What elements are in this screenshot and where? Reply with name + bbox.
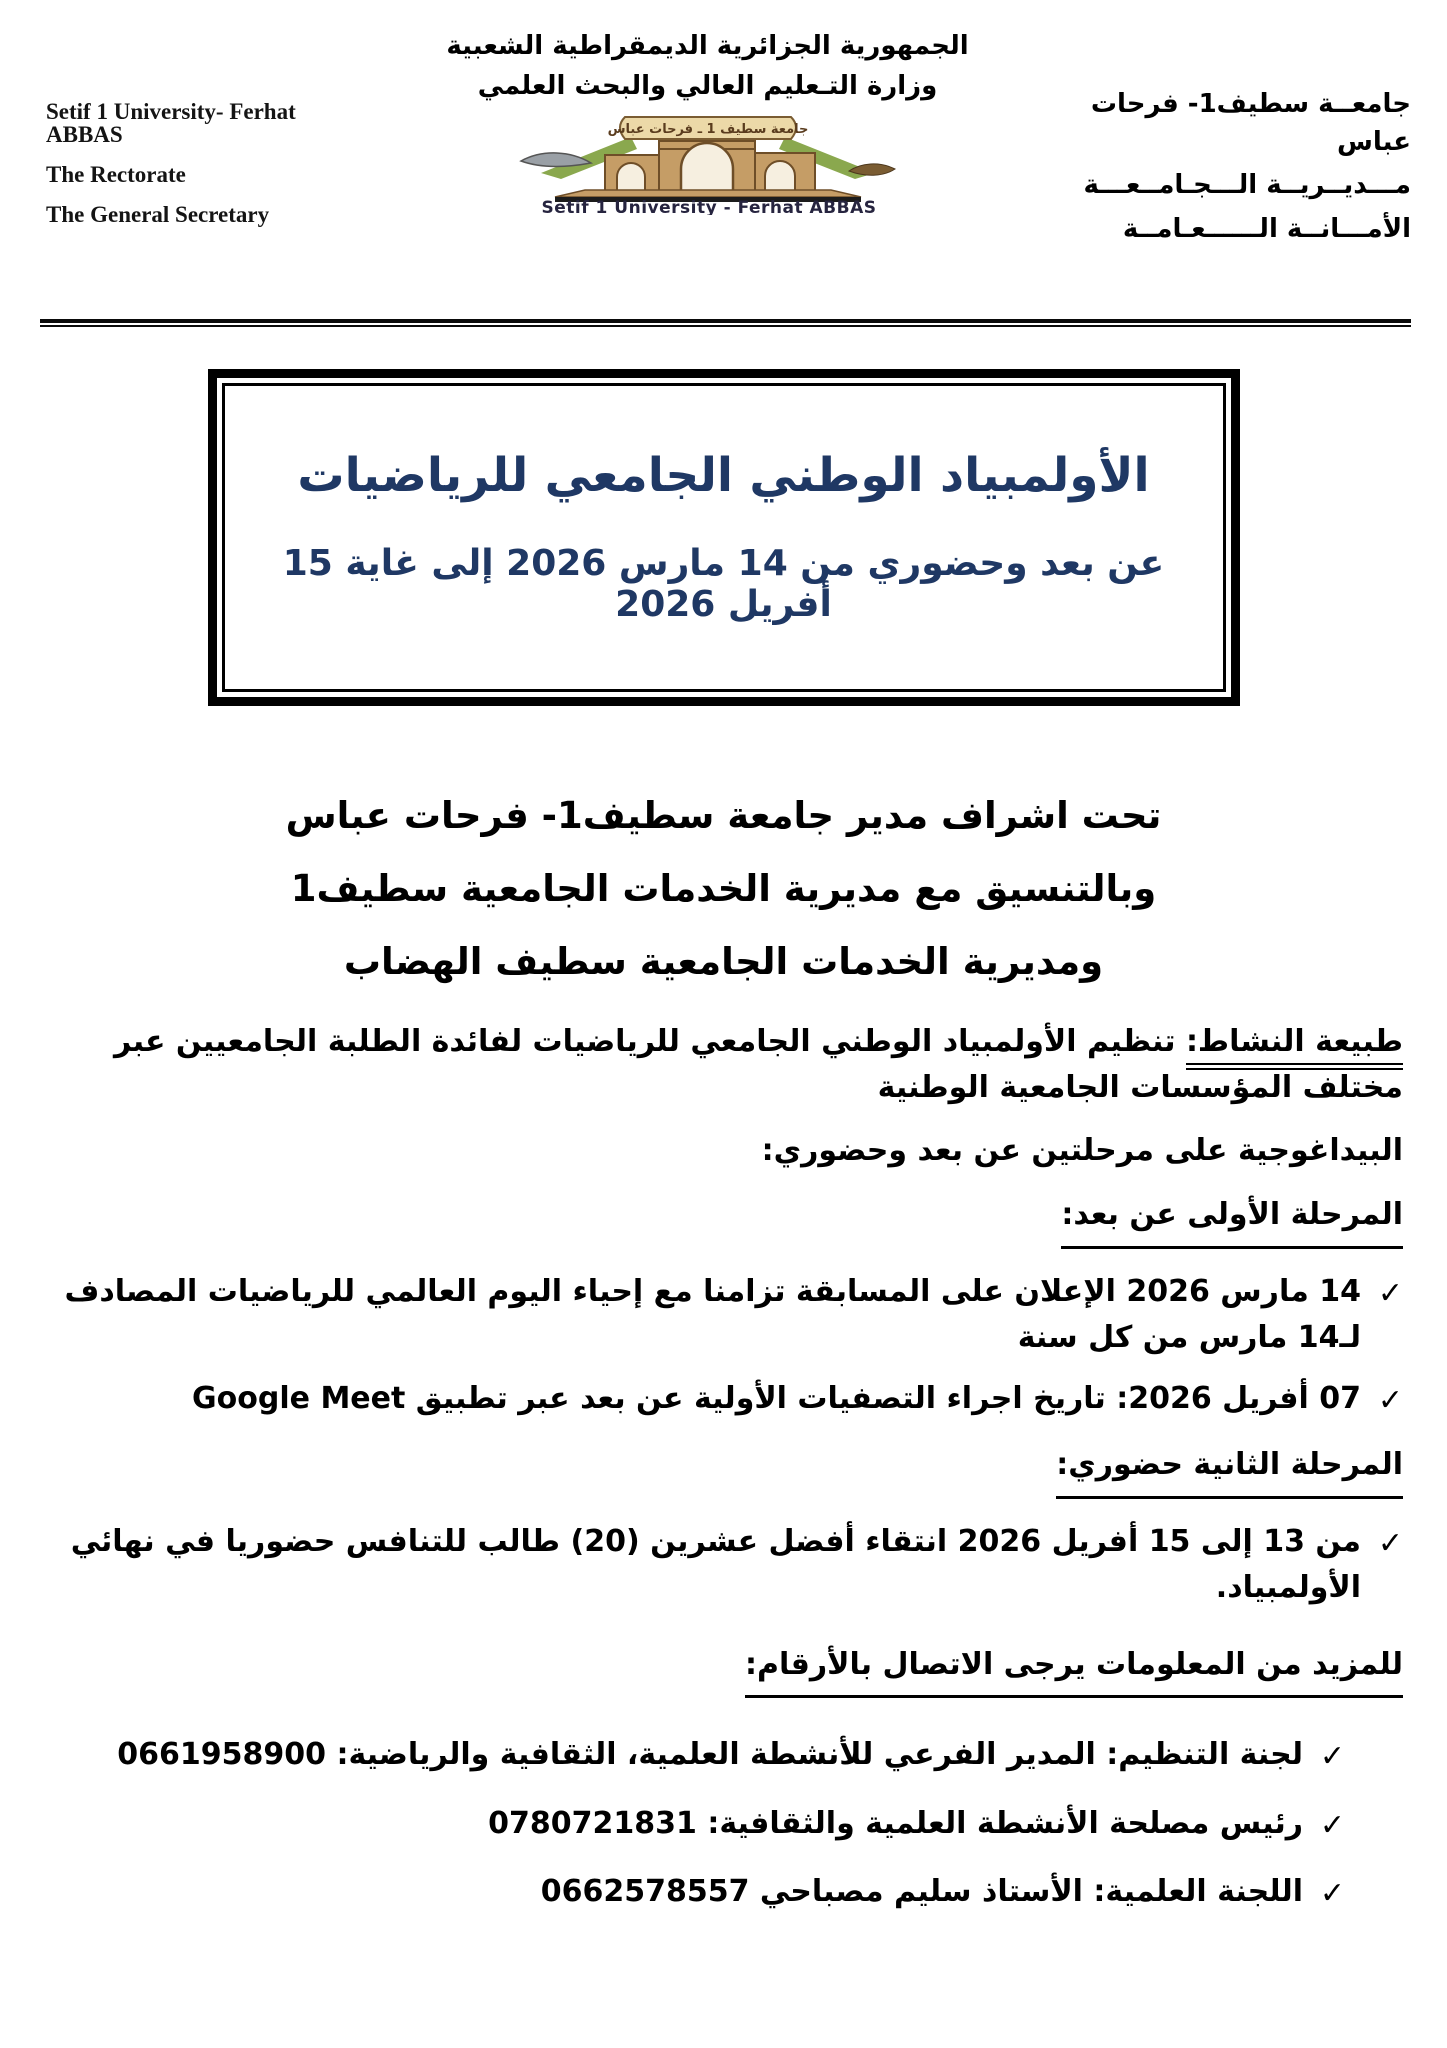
arch-center-opening (681, 143, 733, 191)
title-box (208, 369, 1240, 706)
contact-heading-row (40, 1642, 1403, 1699)
supervision-block (0, 794, 1447, 983)
phase1-item-2: 07 أفريل 2026: تاريخ اجراء التصفيات الأولية عن بعد عبر تطبيق Google Meet (192, 1380, 1361, 1416)
logo-banner-text: جامعة سطيف 1 ـ فرحات عباس (607, 121, 808, 137)
university-name-ar: جامعــة سطيف1- فرحات عباس (1090, 89, 1411, 157)
olympiad-dates-subtitle: عن بعد وحضوري من 14 مارس 2026 إلى غاية 15 أفريل 2026 (282, 542, 1165, 625)
list-item (40, 1376, 1403, 1425)
list-item (40, 1519, 1403, 1612)
list-item (40, 1801, 1345, 1850)
header-left-english (46, 26, 376, 255)
list-item (40, 1869, 1345, 1918)
header-right-arabic (1039, 26, 1411, 255)
contact-heading: للمزيد من المعلومات يرجى الاتصال بالأرقام: (745, 1642, 1403, 1699)
university-name-en: Setif 1 University- Ferhat ABBAS (46, 99, 296, 147)
logo-caption-text: Setif 1 University - Ferhat ABBAS (541, 197, 876, 215)
phase1-heading-row (40, 1192, 1403, 1249)
feather-icon (521, 153, 591, 167)
university-logo-image (513, 111, 903, 215)
activity-nature-line (40, 1019, 1403, 1112)
checkmark-icon: ✓ (1377, 1525, 1403, 1561)
checkmark-icon: ✓ (1319, 1807, 1345, 1843)
contact-item-3: اللجنة العلمية: الأستاذ سليم مصباحي 0662578557 (540, 1874, 1303, 1910)
header-divider (40, 319, 1411, 327)
checkmark-icon: ✓ (1319, 1739, 1345, 1775)
checkmark-icon: ✓ (1319, 1876, 1345, 1912)
activity-nature-text: تنظيم الأولمبياد الوطني الجامعي للرياضيات لفائدة الطلبة الجامعيين عبر مختلف المؤسسات الجامعية الوطنية (114, 1023, 1403, 1106)
checkmark-icon: ✓ (1377, 1382, 1403, 1418)
supervision-line-3: ومديرية الخدمات الجامعية سطيف الهضاب (343, 939, 1104, 983)
document-body (40, 1019, 1403, 1918)
phase1-heading: المرحلة الأولى عن بعد: (1061, 1192, 1403, 1249)
logo-base (555, 190, 861, 197)
phase2-item-1: من 13 إلى 15 أفريل 2026 انتقاء أفضل عشرين (20) طالب للتنافس حضوريا في نهائي الأولمبياد. (70, 1523, 1361, 1606)
phase1-item-1: 14 مارس 2026 الإعلان على المسابقة تزامنا مع إحياء اليوم العالمي للرياضيات المصادف لـ14 مارس من كل سنة (64, 1273, 1361, 1356)
rectorate-label: The Rectorate (46, 162, 186, 187)
list-item (40, 1732, 1345, 1781)
general-secretariat-label-ar: الأمـــانــة الــــــعـامــة (1122, 214, 1411, 245)
arch-left-opening (617, 163, 645, 191)
rectorate-label-ar: مـــديــريــة الـــجـامــعـــة (1083, 170, 1411, 201)
university-logo (376, 111, 1039, 219)
arch-right-opening (765, 161, 795, 191)
general-secretary-label: The General Secretary (46, 202, 270, 227)
contact-item-2: رئيس مصلحة الأنشطة العلمية والثقافية: 0780721831 (488, 1805, 1303, 1841)
republic-title: الجمهورية الجزائرية الديمقراطية الشعبية (446, 31, 969, 61)
supervision-line-2: وبالتنسيق مع مديرية الخدمات الجامعية سطيف1 (290, 866, 1157, 910)
contact-item-1: لجنة التنظيم: المدير الفرعي للأنشطة العلمية، الثقافية والرياضية: 0661958900 (117, 1737, 1303, 1773)
activity-nature-label: طبيعة النشاط: (1186, 1024, 1403, 1070)
header-center (376, 26, 1039, 255)
page-header (0, 0, 1447, 255)
ministry-title: وزارة التـعليم العالي والبحث العلمي (477, 71, 938, 102)
activity-nature-continuation: البيداغوجية على مرحلتين عن بعد وحضوري: (761, 1132, 1403, 1168)
phase2-heading-row (40, 1442, 1403, 1499)
phase2-heading: المرحلة الثانية حضوري: (1056, 1442, 1403, 1499)
olympiad-title: الأولمبياد الوطني الجامعي للرياضيات (297, 447, 1150, 503)
supervision-line-1: تحت اشراف مدير جامعة سطيف1- فرحات عباس (285, 793, 1162, 837)
list-item (40, 1269, 1403, 1362)
checkmark-icon: ✓ (1377, 1275, 1403, 1311)
title-box-inner (222, 383, 1226, 692)
